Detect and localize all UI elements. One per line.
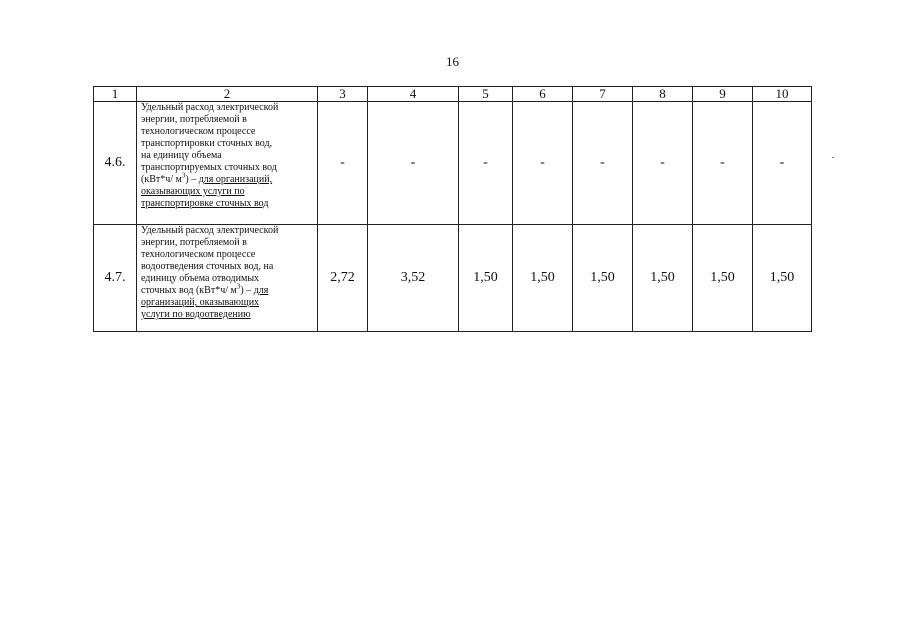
desc-line: Удельный расход электрической xyxy=(141,102,279,113)
table-cell: 1,50 xyxy=(459,225,513,332)
column-header: 1 xyxy=(94,87,137,102)
table-cell: - xyxy=(573,102,633,225)
column-header: 5 xyxy=(459,87,513,102)
column-header: 7 xyxy=(573,87,633,102)
table-cell: - xyxy=(318,102,368,225)
desc-line: энергии, потребляемой в xyxy=(141,114,247,125)
table-cell: 1,50 xyxy=(753,225,812,332)
table-cell: 2,72 xyxy=(318,225,368,332)
table-cell: - xyxy=(693,102,753,225)
column-header: 10 xyxy=(753,87,812,102)
unit-text: (кВт*ч/ м xyxy=(141,174,182,185)
column-header: 2 xyxy=(137,87,318,102)
row-description xyxy=(137,102,318,225)
unit-text: сточных вод (кВт*ч/ м xyxy=(141,285,237,296)
row-number: 4.6. xyxy=(94,102,137,225)
column-header: 9 xyxy=(693,87,753,102)
column-header: 4 xyxy=(368,87,459,102)
underlined-text: организаций, оказывающих xyxy=(141,297,260,308)
column-header: 6 xyxy=(513,87,573,102)
scan-speck xyxy=(832,157,834,158)
underlined-text: для xyxy=(253,285,269,296)
underlined-text: для организаций, xyxy=(198,174,273,185)
underlined-text: оказывающих услуги по xyxy=(141,186,245,197)
desc-line: транспортируемых сточных вод xyxy=(141,162,277,173)
desc-line: технологическом процессе xyxy=(141,249,256,260)
table-row xyxy=(94,102,812,225)
table-cell: 3,52 xyxy=(368,225,459,332)
page-number: 16 xyxy=(446,54,459,69)
desc-line: водоотведения сточных вод, на xyxy=(141,261,274,272)
underlined-text: услуги по водоотведению xyxy=(141,309,251,320)
column-header: 8 xyxy=(633,87,693,102)
desc-line: единицу объема отводимых xyxy=(141,273,260,284)
desc-line: технологическом процессе xyxy=(141,126,256,137)
table-cell: 1,50 xyxy=(573,225,633,332)
row-number: 4.7. xyxy=(94,225,137,332)
column-header: 3 xyxy=(318,87,368,102)
table-header-row xyxy=(94,87,812,102)
table-cell: 1,50 xyxy=(693,225,753,332)
unit-text: ) – xyxy=(185,174,199,185)
unit-superscript: 3 xyxy=(236,282,241,291)
unit-superscript: 3 xyxy=(181,171,186,180)
underlined-text: транспортировке сточных вод xyxy=(141,198,269,209)
data-table xyxy=(93,86,812,332)
table-cell: - xyxy=(368,102,459,225)
desc-line: энергии, потребляемой в xyxy=(141,237,247,248)
table-cell: - xyxy=(753,102,812,225)
unit-text: ) – xyxy=(240,285,254,296)
desc-line: на единицу объема xyxy=(141,150,222,161)
table-cell: - xyxy=(513,102,573,225)
desc-line: Удельный расход электрической xyxy=(141,225,279,236)
table-cell: - xyxy=(459,102,513,225)
desc-line: транспортировки сточных вод, xyxy=(141,138,273,149)
table-row xyxy=(94,225,812,332)
table-cell: 1,50 xyxy=(633,225,693,332)
table-cell: 1,50 xyxy=(513,225,573,332)
row-description xyxy=(137,225,318,332)
table-cell: - xyxy=(633,102,693,225)
